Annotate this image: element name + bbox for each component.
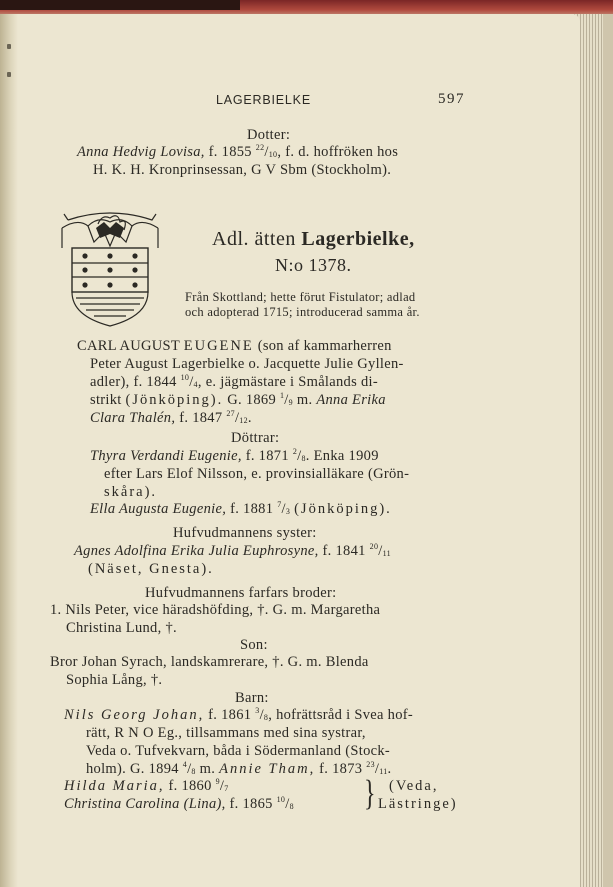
- entry-ella: Ella Augusta Eugenie, f. 1881 $^7/_3$ (Jönköping).: [90, 500, 392, 517]
- entry-agnes-line1: Agnes Adolfina Erika Julia Euphrosyne, f. 1841 $^{20}/_{11}$: [74, 542, 391, 559]
- entry-carl-line4: strikt (Jönköping). G. 1869 $^1/_9$ m. Anna Erika: [90, 391, 386, 408]
- binding-gutter: [0, 14, 18, 887]
- hilda-place: (Veda,: [389, 778, 439, 794]
- page-number: 597: [438, 91, 465, 107]
- entry-bror-line1: Bror Johan Syrach, landskamrerare, †. G. m. Blenda: [50, 654, 369, 670]
- entry-anna-line1: Anna Hedvig Lovisa, f. 1855 $^{22}/_{10}$, f. d. hoffröken hos: [77, 143, 399, 160]
- brace-mark: }: [364, 774, 376, 814]
- entry-anna-line2: H. K. H. Kronprinsessan, G V Sbm (Stockholm).: [93, 162, 392, 178]
- section-heading-dottrar: Döttrar:: [231, 430, 280, 446]
- entry-nilsg-line4: holm). G. 1894 $^4/_8$ m. Annie Tham, f. 1873 $^{23}/_{11}$.: [86, 760, 392, 777]
- entry-carl-line5: Clara Thalén, f. 1847 $^{27}/_{12}$.: [90, 409, 252, 426]
- entry-nilsg-line1: Nils Georg Johan, f. 1861 $^3/_8$, hofrättsråd i Svea hof-: [64, 706, 414, 723]
- entry-nilsg-line3: Veda o. Tufvekvarn, båda i Södermanland (Stock-: [86, 743, 391, 759]
- entry-thyra-line2: efter Lars Elof Nilsson, e. provinsialläkare (Grön-: [104, 466, 410, 482]
- family-number: N:o 1378.: [275, 255, 352, 275]
- top-binding-dark: [0, 0, 240, 10]
- entry-thyra-line1: Thyra Verdandi Eugenie, f. 1871 $^2/_8$. Enka 1909: [90, 447, 379, 464]
- entry-agnes-line2: (Näset, Gnesta).: [88, 561, 214, 577]
- origin-line2: och adopterad 1715; introducerad samma år.: [185, 305, 420, 319]
- coat-of-arms-icon: [58, 208, 162, 328]
- entry-carl-line1: CARL AUGUST EUGENE (son af kammarherren: [77, 338, 392, 354]
- section-heading-barn: Barn:: [235, 690, 269, 706]
- entry-carl-line3: adler), f. 1844 $^{10}/_4$, e. jägmästare i Smålands di-: [90, 373, 378, 390]
- binding-mark: [7, 44, 11, 49]
- entry-thyra-line3: skåra).: [104, 484, 158, 500]
- entry-hilda: Hilda Maria, f. 1860 $^9/_7$: [64, 777, 229, 794]
- origin-line1: Från Skottland; hette förut Fistulator; adlad: [185, 290, 416, 304]
- page-edges-shade: [603, 14, 613, 887]
- section-heading-syster: Hufvudmannens syster:: [173, 525, 317, 541]
- entry-nils-line1: 1. Nils Peter, vice häradshöfding, †. G. m. Margaretha: [50, 602, 381, 618]
- family-title: Adl. ätten Lagerbielke,: [212, 228, 415, 250]
- section-heading-broder: Hufvudmannens farfars broder:: [145, 585, 337, 601]
- section-heading-son: Son:: [240, 637, 268, 653]
- binding-mark: [7, 72, 11, 77]
- running-title: LAGERBIELKE: [216, 93, 311, 107]
- entry-nilsg-line2: rätt, R N O Eg., tillsammans med sina systrar,: [86, 725, 366, 741]
- entry-bror-line2: Sophia Lång, †.: [66, 672, 163, 688]
- christina-place: Lästringe): [378, 796, 458, 812]
- section-heading-dotter: Dotter:: [247, 127, 291, 143]
- entry-carl-line2: Peter August Lagerbielke o. Jacquette Julie Gyllen-: [90, 356, 404, 372]
- entry-nils-line2: Christina Lund, †.: [66, 620, 177, 636]
- entry-christina: Christina Carolina (Lina), f. 1865 $^{10}/_8$: [64, 795, 294, 812]
